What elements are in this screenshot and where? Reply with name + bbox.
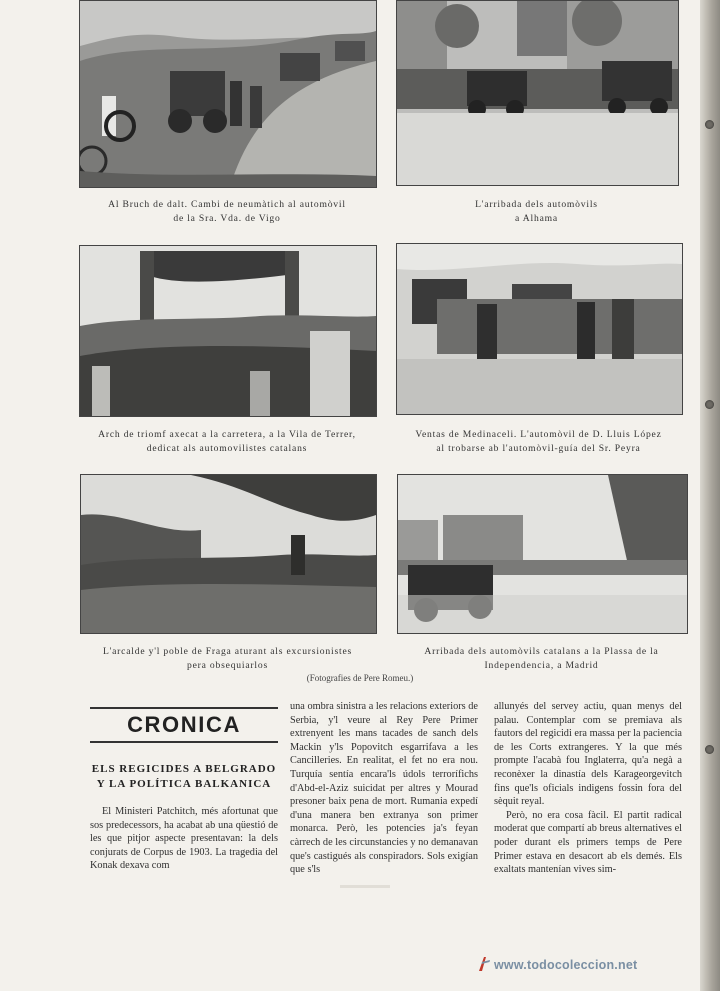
photo-plaza-independencia [397,474,688,634]
article-headline [90,762,278,792]
caption-line: Arribada dels automòvils catalans a la Plassa de la [424,646,659,657]
caption-photo-6 [397,645,686,673]
caption-photo-5 [80,645,375,673]
photo-arrival-alhama [396,0,679,186]
section-rule-top [90,707,278,709]
caption-line: Independencia, a Madrid [484,660,599,671]
paper-smudge [340,885,390,888]
todocoleccion-logo-icon [476,955,492,973]
section-title: CRONICA [127,712,241,737]
caption-line: al trobarse ab l'automòvil-guía del Sr. Peyra [436,443,641,454]
caption-photo-2 [396,198,677,226]
photo-credit: (Fotografies de Pere Romeu.) [306,673,414,683]
watermark-text[interactable]: www.todocoleccion.net [494,958,638,972]
page-binding-edge [700,0,720,991]
caption-line: dedicat als automovilistes catalans [146,443,308,454]
photo-fraga-crowd [80,474,377,634]
caption-line: Arch de triomf axecat a la carretera, a la Vila de Terrer, [98,429,356,440]
caption-photo-4 [396,428,681,456]
caption-line: de la Sra. Vda. de Vigo [173,213,281,224]
paragraph: El Ministeri Patchitch, més afortunat que sos predecessors, ha acabat ab una qüestió de les que pitjor aspecte presentavan: la dels conjurats de Corpus de 1903. La tragedia del Konak dexava com [90,806,278,872]
caption-line: L'arcalde y'l poble de Fraga aturant als excursionistes [102,646,353,657]
caption-photo-1 [79,198,375,226]
headline-line: ELS REGICIDES A BELGRADO [91,763,277,775]
article-column-2 [290,700,478,877]
paragraph: una ombra sinistra a les relacions exteriors de Serbia, y'l veure al Rey Pere Primer extrenyent les mans tacades de sanch dels Mackin y'ls Popovitch esgarrifava a les Cancilleries. En realitat, el fet no era nou. Turquía sentía encara'ls údols terrorífichs d'Abd-el-Aziz suicidat per altres y Mourad presoner baix pena de mort. Rumania expedí d'una manera ben extranya son primer monarca. Però, les potencies ja's feyan càrrech de les circunstancies y no demanavan que's castigués als conspiradors. Sols exigían que s'ls [290,701,478,876]
headline-line: Y LA POLÍTICA BALKANICA [96,778,272,790]
photo-ventas-medinaceli [396,243,683,415]
caption-line: Al Bruch de dalt. Cambi de neumàtich al automòvil [108,199,346,210]
caption-photo-3 [74,428,380,456]
caption-line: pera obsequiarlos [187,660,268,671]
caption-line: Ventas de Medinaceli. L'automòvil de D. Lluis López [415,429,662,440]
photo-triumphal-arch [79,245,377,417]
binding-hole [705,745,714,754]
paragraph: allunyés del servey actiu, quan menys del palau. Contemplar com se premiava als fautors del regicidi era massa per la paciencia de les Corts extrangeres. Y la que més prompte l'acabà fou Inglaterra, qu'a negà a reconèxer la dinastía dels Karageorgevitch fins que'ls oficials indigens fossin fora del sèquit reyal. [494,701,682,808]
caption-line: a Alhama [515,213,558,224]
binding-hole [705,400,714,409]
article-column-3 [494,700,682,877]
article-column-1 [90,805,278,873]
binding-hole [705,120,714,129]
paragraph: Però, no era cosa fàcil. El partit radical moderat que compartí ab breus alternatives el poder durant els primers temps de Pere Primer estava en desacort ab els demés. Els exaltats mantenían vives sim- [494,809,682,876]
photo-tire-change [79,0,377,188]
caption-line: L'arribada dels automòvils [475,199,598,210]
section-rule-bottom [90,741,278,743]
